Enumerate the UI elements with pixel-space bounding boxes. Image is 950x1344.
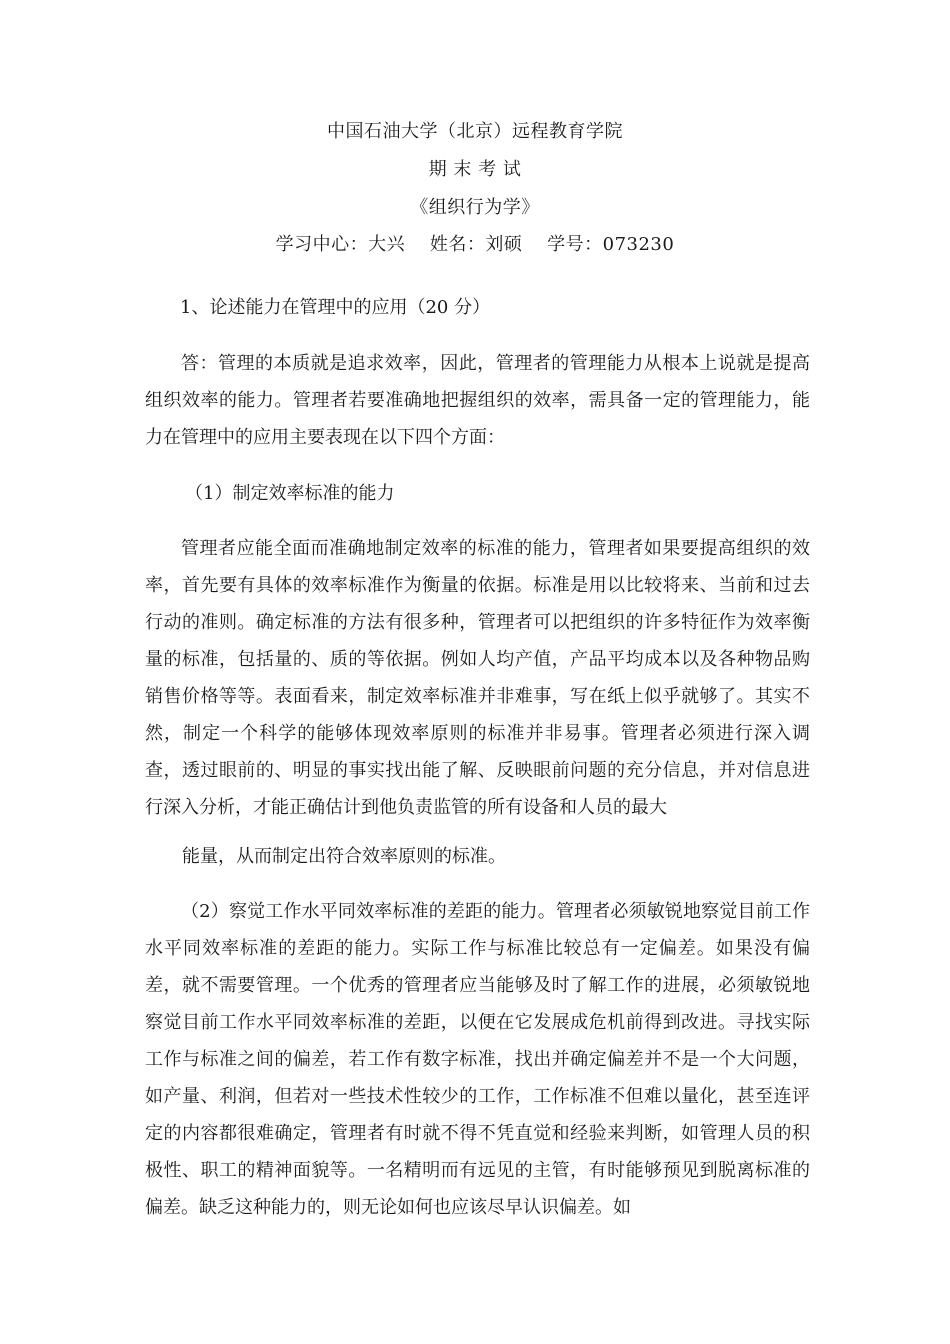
question-heading: 1、论述能力在管理中的应用（20 分） xyxy=(180,297,491,318)
institution-title: 中国石油大学（北京）远程教育学院 xyxy=(327,121,623,142)
answer-intro: 答：管理的本质就是追求效率，因此，管理者的管理能力从根本上说就是提高组织效率的能力。管理者若要准确地把握组织的效率，需具备一定的管理能力，能力在管理中的应用主要表现在以下四个方面： xyxy=(145,353,810,448)
section2-body: （2）察觉工作水平同效率标准的差距的能力。管理者必须敏锐地察觉目前工作水平同效率标准的差距的能力。实际工作与标准比较总有一定偏差。如果没有偏差，就不需要管理。一个优秀的管理者应当能够及时了解工作的进展，必须敏锐地察觉目前工作水平同效率标准的差距，以便在它发展成危机前得到改进。寻找实际工作与标准之间的偏差，若工作有数字标准，找出并确定偏差并不是一个大问题，如产量、利润，但若对一些技术性较少的工作，工作标准不但难以量化，甚至连评定的内容都很难确定，管理者有时就不得不凭直觉和经验来判断，如管理人员的积极性、职工的精神面貌等。一名精明而有远见的主管，有时能够预见到脱离标准的偏差。缺乏这种能力的，则无论如何也应该尽早认识偏差。如 xyxy=(145,901,810,1218)
course-title: 《组织行为学》 xyxy=(410,197,540,218)
section1-heading: （1）制定效率标准的能力 xyxy=(185,483,395,504)
student-info: 学习中心：大兴 姓名：刘硕 学号：073230 xyxy=(275,234,675,255)
section1-continuation: 能量，从而制定出符合效率原则的标准。 xyxy=(182,846,506,867)
exam-type: 期 末 考 试 xyxy=(428,159,522,180)
section1-body: 管理者应能全面而准确地制定效率的标准的能力，管理者如果要提高组织的效率，首先要有具体的效率标准作为衡量的依据。标准是用以比较将来、当前和过去行动的准则。确定标准的方法有很多种，管理者可以把组织的许多特征作为效率衡量的标准，包括量的、质的等依据。例如人均产值，产品平均成本以及各种物品购销售价格等等。表面看来，制定效率标准并非难事，写在纸上似乎就够了。其实不然，制定一个科学的能够体现效率原则的标准并非易事。管理者必须进行深入调查，透过眼前的、明显的事实找出能了解、反映眼前问题的充分信息，并对信息进行深入分析，才能正确估计到他负责监管的所有设备和人员的最大 xyxy=(145,538,810,818)
